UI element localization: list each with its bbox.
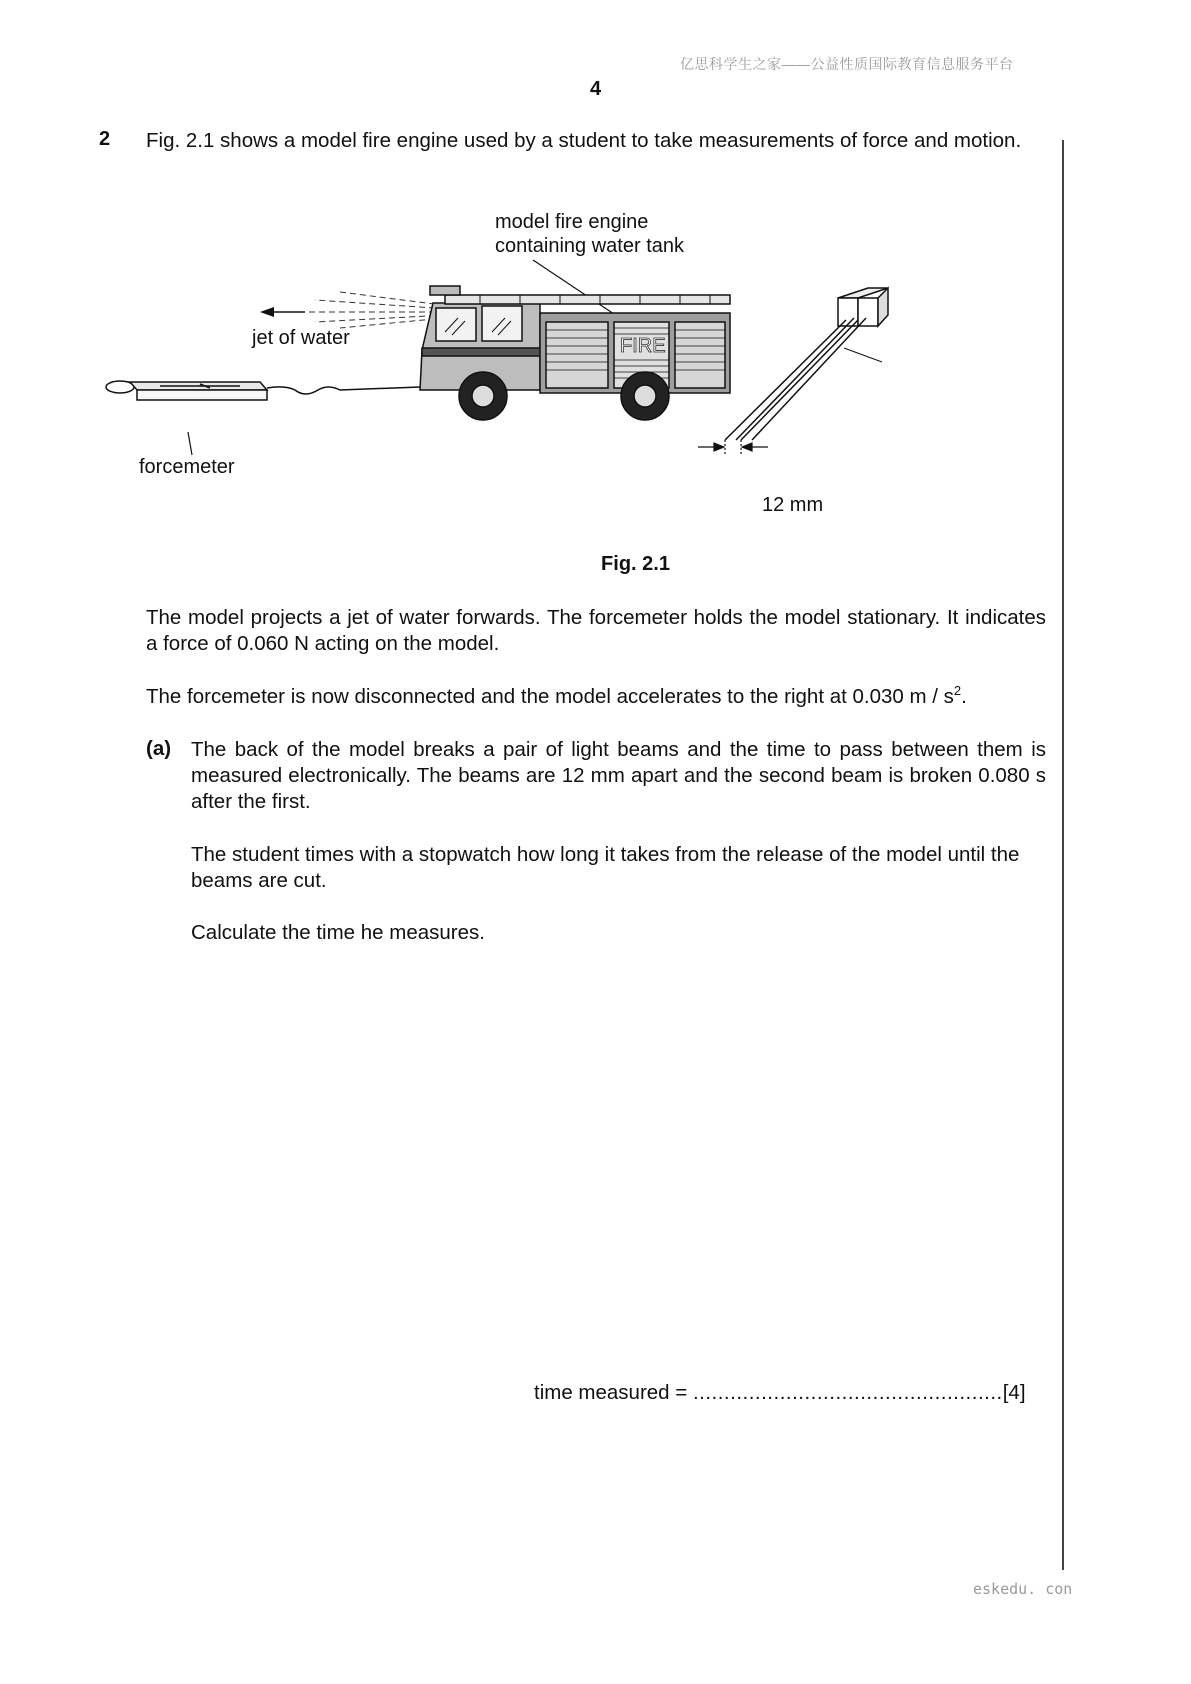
answer-marks: [4] <box>1002 1381 1026 1404</box>
part-a-instruction: Calculate the time he measures. <box>191 921 485 944</box>
jet-arrow-head <box>260 307 274 317</box>
gap-dimension <box>698 440 768 456</box>
acceleration-end: . <box>961 685 967 708</box>
forcemeter-label: forcemeter <box>139 456 235 478</box>
watermark-bottom: eskedu. con <box>973 1580 1073 1598</box>
part-a-paragraph-2: The student times with a stopwatch how long it takes from the release of the model until the beams are cut. <box>191 843 1020 892</box>
forcemeter <box>106 381 267 400</box>
figure-caption: Fig. 2.1 <box>601 553 670 575</box>
acceleration-exponent: 2 <box>953 683 962 699</box>
answer-dots[interactable]: .................................................. <box>692 1381 1003 1404</box>
question-number: 2 <box>99 128 111 150</box>
fire-engine-diagram <box>100 200 980 530</box>
acceleration-text: The forcemeter is now disconnected and the model accelerates to the right at 0.030 m / s <box>146 685 954 708</box>
watermark-top: 亿思科学生之家——公益性质国际教育信息服务平台 <box>680 56 1014 72</box>
fire-logo: FIRE <box>620 335 666 357</box>
part-a-paragraph-1: The back of the model breaks a pair of light beams and the time to pass between them is measured electronically. The beams are 12 mm apart and the second beam is broken 0.080 s after the first. <box>191 738 1046 813</box>
engine-label-line2: containing water tank <box>495 235 685 257</box>
engine-label-line1: model fire engine <box>495 211 649 233</box>
answer-line[interactable] <box>534 1381 1026 1405</box>
answer-label: time measured = <box>534 1381 688 1404</box>
fire-engine <box>420 286 730 420</box>
forcemeter-pointer <box>188 432 192 455</box>
paragraph-forcemeter: The model projects a jet of water forwards. The forcemeter holds the model stationary. It indicates a force of 0.060 N acting on the model. <box>146 606 1046 655</box>
question-intro: Fig. 2.1 shows a model fire engine used by a student to take measurements of force and motion. <box>146 129 1022 152</box>
jet-label: jet of water <box>252 327 350 349</box>
part-a-label: (a) <box>146 737 172 760</box>
paragraph-acceleration <box>146 684 1046 710</box>
margin-line <box>1062 140 1064 1570</box>
figure-2-1 <box>100 200 980 530</box>
forcemeter-string <box>267 387 420 394</box>
gap-label: 12 mm <box>762 494 824 516</box>
light-gates <box>725 288 888 440</box>
page-number: 4 <box>589 78 602 100</box>
